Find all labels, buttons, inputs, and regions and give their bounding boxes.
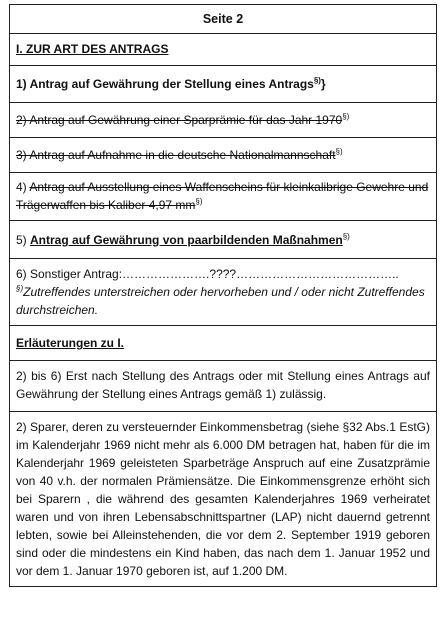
option-4-number: 4) — [16, 180, 27, 194]
option-5-number: 5) — [16, 233, 27, 247]
option-3-text: 3) Antrag auf Aufnahme in die deutsche Nationalmannschaft — [16, 148, 336, 162]
option-6 — [10, 259, 436, 326]
option-4-footnote-marker: §) — [195, 197, 203, 206]
option-1 — [10, 66, 436, 103]
page-title: Seite 2 — [10, 5, 436, 34]
explanation-paragraph-2: 2) Sparer, deren zu versteuernder Einkommensbetrag (siehe §32 Abs.1 EstG) im Kalenderjahr 1969 nicht mehr als 6.000 DM betragen hat, haben für die im Kalenderjahr 1969 geleisteten Sparbeträge Anspruch auf eine Zusatzprämie von 40 v.h. der normalen Prämiensätze. Die Einkommensgrenze erhöht sich bei Sparern , die während des gesamten Kalenderjahres 1969 verheiratet waren und von ihren Lebensabschnittspartner (LAP) nicht dauernd getrennt lebten, sowie bei Alleinstehenden, die vor dem 2. September 1919 geboren sind oder die mindestens ein Kind haben, das nach dem 1. Januar 1952 und vor dem 1. Januar 1970 geboren ist, auf 1.200 DM. — [16, 420, 430, 578]
option-1-footnote-marker: §) — [313, 76, 321, 85]
option-2-text: 2) Antrag auf Gewährung einer Sparprämie für das Jahr 1970 — [16, 113, 343, 127]
option-2-footnote-marker: §) — [342, 112, 350, 121]
footnote-text: Zutreffendes unterstreichen oder hervorheben und / oder nicht Zutreffendes durchstreichen. — [16, 285, 425, 317]
explanations-heading: Erläuterungen zu I. — [10, 326, 436, 361]
option-1-text: Antrag auf Gewährung der Stellung eines Antrags — [29, 77, 314, 91]
explanation-paragraph-1: 2) bis 6) Erst nach Stellung des Antrags oder mit Stellung eines Antrags auf Gewährung der Stellung eines Antrags gemäß 1) zulässig. — [10, 361, 436, 412]
option-3 — [10, 138, 436, 173]
option-5-text: Antrag auf Gewährung von paarbildenden Maßnahmen — [30, 233, 343, 247]
option-5 — [10, 221, 436, 259]
form-table — [9, 4, 437, 587]
option-1-tail: } — [320, 77, 326, 91]
section-heading: I. ZUR ART DES ANTRAGS — [10, 34, 436, 66]
option-4-text: Antrag auf Ausstellung eines Waffenscheins für kleinkalibrige Gewehre und Trägerwaffen bis Kaliber 4,97 mm — [16, 180, 429, 212]
option-1-number: 1) — [16, 77, 27, 91]
option-4 — [10, 173, 436, 221]
option-2 — [10, 103, 436, 138]
option-6-text: 6) Sonstiger Antrag:………………….????………………………………….. — [16, 267, 399, 281]
footnote — [16, 285, 425, 317]
option-3-footnote-marker: §) — [335, 147, 343, 156]
option-5-footnote-marker: §) — [342, 232, 350, 241]
footnote-marker: §) — [16, 284, 24, 293]
